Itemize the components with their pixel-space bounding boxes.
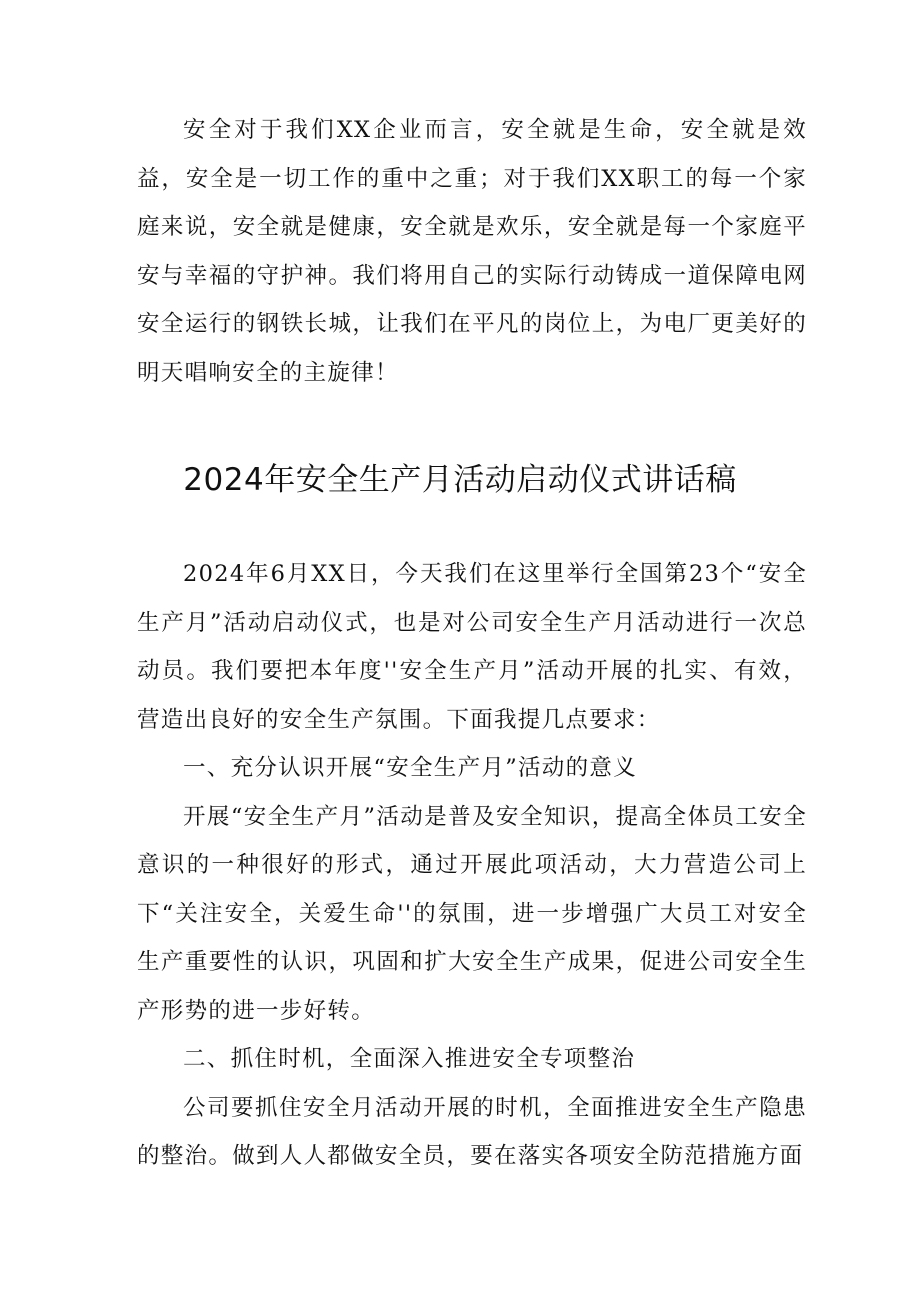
section-heading-2: 二、抓住时机，全面深入推进安全专项整治 <box>183 1046 636 1072</box>
body-paragraph-rectification: 公司要抓住安全月活动开展的时机，全面推进安全生产隐患的整治。做到人人都做安全员，要在落实各项安全防范措施方面 <box>137 1094 807 1169</box>
body-paragraph-opening: 2024年6月XX日，今天我们在这里举行全国第23个“安全生产月”活动启动仪式，也是对公司安全生产月活动进行一次总动员。我们要把本年度''安全生产月”活动开展的扎实、有效，营造出良好的安全生产氛围。下面我提几点要求： <box>137 561 807 733</box>
intro-section <box>137 106 807 397</box>
document-title: 2024年安全生产月活动启动仪式讲话稿 <box>183 462 737 498</box>
section-heading-1: 一、充分认识开展“安全生产月”活动的意义 <box>183 755 638 781</box>
body-paragraph-significance: 开展“安全生产月”活动是普及安全知识，提高全体员工安全意识的一种很好的形式，通过开展此项活动，大力营造公司上下“关注安全，关爱生命''的氛围，进一步增强广大员工对安全生产重要性的认识，巩固和扩大安全生产成果，促进公司安全生产形势的进一步好转。 <box>137 803 807 1024</box>
speech-body <box>137 550 807 1181</box>
intro-paragraph: 安全对于我们XX企业而言，安全就是生命，安全就是效益，安全是一切工作的重中之重；对于我们XX职工的每一个家庭来说，安全就是健康，安全就是欢乐，安全就是每一个家庭平安与幸福的守护神。我们将用自己的实际行动铸成一道保障电网安全运行的钢铁长城，让我们在平凡的岗位上，为电厂更美好的明天唱响安全的主旋律！ <box>137 117 807 386</box>
